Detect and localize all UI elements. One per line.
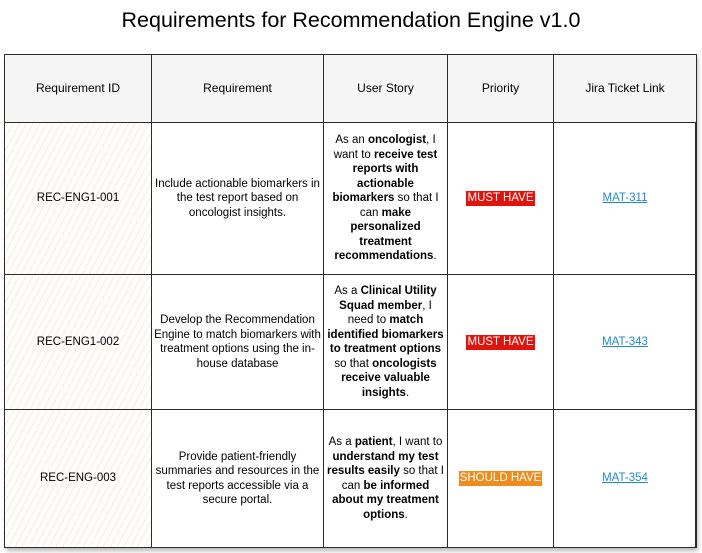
priority-badge: SHOULD HAVE [459,472,542,484]
priority-badge: MUST HAVE [467,192,534,204]
user-story-emphasis: Clinical Utility Squad member [339,285,437,312]
requirement-cell: Provide patient-friendly summaries and resources in the test reports accessible via a secure portal. [152,410,324,548]
header-requirement: Requirement [152,55,324,123]
page-title: Requirements for Recommendation Engine v1.0 [121,8,581,32]
table-row [5,275,697,410]
priority-badge: MUST HAVE [467,335,534,348]
priority-cell [448,275,554,410]
user-story-emphasis: receive test reports with actionable biomarkers [332,148,438,205]
requirements-table [4,54,697,548]
user-story-emphasis: oncologist [367,134,427,147]
user-story-text: so that I can [359,192,439,219]
user-story-text: . [404,508,408,521]
user-story-text: As a [328,436,355,448]
jira-ticket-cell [554,123,697,275]
user-story-text: As an [335,134,368,147]
user-story-emphasis: match identified biomarkers to treatment options [327,314,444,355]
user-story-text: , I want to [333,134,436,161]
requirement-id-cell: REC-ENG-003 [5,410,152,548]
user-story-cell [324,123,448,275]
user-story-text: , I want to [392,436,443,448]
user-story-emphasis: be informed about my treatment options [332,479,439,521]
header-user-story: User Story [324,55,448,123]
jira-ticket-link[interactable]: MAT-354 [602,472,648,485]
jira-ticket-link[interactable]: MAT-343 [602,335,648,348]
user-story-text: , I need to [347,299,432,326]
user-story-text: . [433,250,437,263]
header-requirement-id: Requirement ID [5,55,152,123]
user-story-text: . [405,386,410,399]
user-story-emphasis: oncologists receive valuable insights [341,357,437,399]
user-story-emphasis: understand my test results easily [327,450,439,477]
user-story-emphasis: make personalized treatment recommendations [334,206,434,263]
priority-cell [448,410,554,548]
user-story-text: As a [334,285,361,297]
table-row [5,123,697,275]
jira-ticket-cell [554,275,697,410]
jira-ticket-link[interactable]: MAT-311 [602,192,648,205]
requirement-id-cell: REC-ENG1-001 [5,123,152,275]
user-story-text: so that [334,357,373,370]
priority-cell [448,123,554,275]
table-row [5,410,697,548]
requirement-cell: Include actionable biomarkers in the test report based on oncologist insights. [152,123,324,275]
header-priority: Priority [448,55,554,123]
user-story-emphasis: patient [354,436,393,448]
requirement-id-cell: REC-ENG1-002 [5,275,152,410]
user-story-text: so that I can [341,465,444,492]
requirement-cell: Develop the Recommendation Engine to match biomarkers with treatment options using the in-house database [152,275,324,410]
user-story-cell [324,275,448,410]
jira-ticket-cell [554,410,697,548]
user-story-cell [324,410,448,548]
table-header-row [5,55,697,123]
header-jira-ticket-link: Jira Ticket Link [554,55,697,123]
